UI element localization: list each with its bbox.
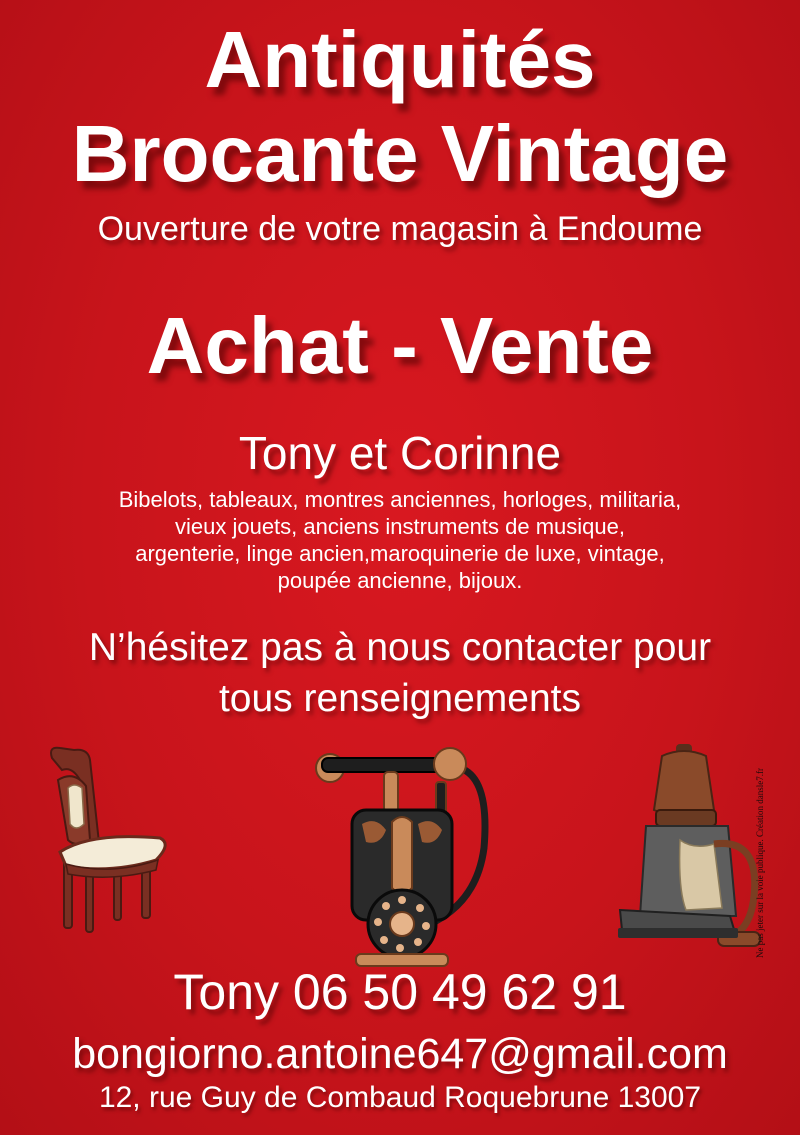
phone-number: Tony 06 50 49 62 91: [173, 964, 627, 1020]
subtitle: Ouverture de votre magasin à Endoume: [97, 210, 703, 248]
title-line-2: Brocante Vintage: [71, 109, 729, 198]
contact-line-1: N’hésitez pas à nous contacter pour: [88, 626, 712, 669]
antique-chair-illustration: [30, 740, 190, 940]
description-line: argenterie, linge ancien,maroquinerie de luxe, vintage,: [135, 541, 665, 566]
description: [0, 486, 800, 594]
antique-telephone-illustration: [300, 738, 510, 978]
owners: Tony et Corinne: [238, 427, 562, 479]
title-line-1: Antiquités: [204, 15, 596, 104]
disposal-notice: Ne pas jeter sur la voie publique. Création dansle7.fr: [755, 768, 765, 958]
headline: Achat - Vente: [146, 301, 654, 390]
description-line: poupée ancienne, bijoux.: [277, 568, 523, 593]
description-line: Bibelots, tableaux, montres anciennes, horloges, militaria,: [118, 487, 682, 512]
email-address: bongiorno.antoine647@gmail.com: [72, 1030, 728, 1078]
street-address: 12, rue Guy de Combaud Roquebrune 13007: [98, 1081, 702, 1114]
description-line: vieux jouets, anciens instruments de musique,: [174, 514, 625, 539]
contact-line-2: tous renseignements: [218, 677, 582, 720]
